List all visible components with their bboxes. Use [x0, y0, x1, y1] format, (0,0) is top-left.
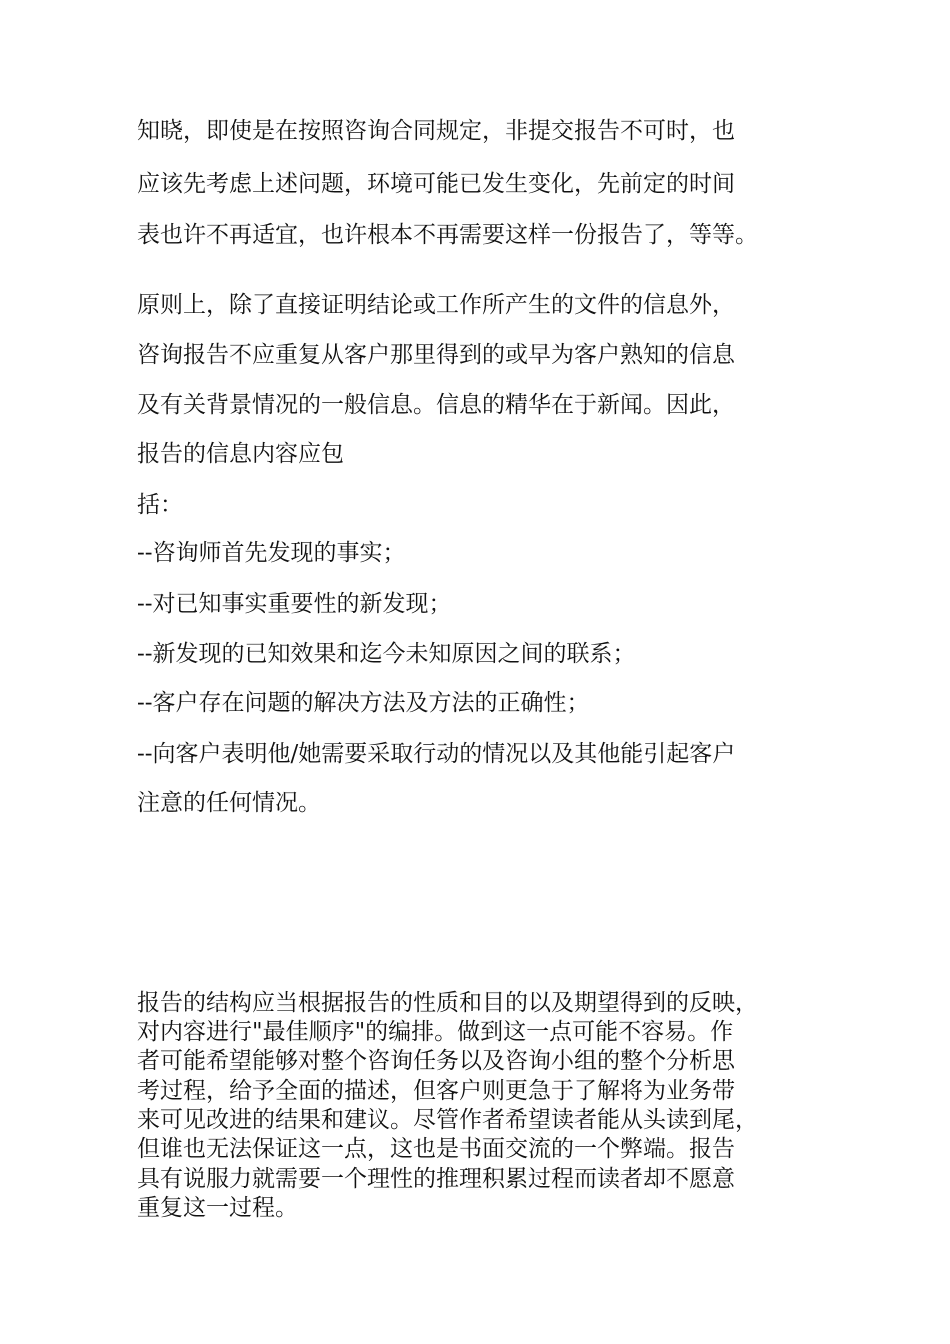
text-line: 及有关背景情况的一般信息。信息的精华在于新闻。因此， — [137, 392, 735, 418]
text-line: 咨询报告不应重复从客户那里得到的或早为客户熟知的信息 — [137, 342, 735, 368]
text-line: 但谁也无法保证这一点，这也是书面交流的一个弊端。报告 — [137, 1136, 735, 1162]
text-line: 报告的结构应当根据报告的性质和目的以及期望得到的反映， — [137, 990, 758, 1016]
text-line: 报告的信息内容应包 — [137, 441, 344, 467]
text-line: 知晓，即使是在按照咨询合同规定，非提交报告不可时，也 — [137, 118, 735, 144]
text-line: 原则上，除了直接证明结论或工作所产生的文件的信息外， — [137, 292, 735, 318]
text-line: 注意的任何情况。 — [137, 790, 321, 816]
text-line: 对内容进行"最佳顺序"的编排。做到这一点可能不容易。作 — [137, 1019, 734, 1045]
text-line: 具有说服力就需要一个理性的推理积累过程而读者却不愿意 — [137, 1166, 735, 1192]
list-item: --咨询师首先发现的事实； — [137, 540, 406, 566]
list-item: --向客户表明他/她需要采取行动的情况以及其他能引起客户 — [137, 741, 736, 767]
text-line: 考过程，给予全面的描述，但客户则更急于了解将为业务带 — [137, 1078, 735, 1104]
list-item: --对已知事实重要性的新发现； — [137, 591, 452, 617]
text-line: 表也许不再适宜，也许根本不再需要这样一份报告了，等等。 — [137, 222, 758, 248]
list-item: --新发现的已知效果和迄今未知原因之间的联系； — [137, 641, 636, 667]
text-line: 来可见改进的结果和建议。尽管作者希望读者能从头读到尾， — [137, 1107, 758, 1133]
text-line: 括： — [137, 492, 183, 518]
text-line: 者可能希望能够对整个咨询任务以及咨询小组的整个分析思 — [137, 1048, 735, 1074]
text-line: 重复这一过程。 — [137, 1195, 298, 1221]
list-item: --客户存在问题的解决方法及方法的正确性； — [137, 690, 590, 716]
text-line: 应该先考虑上述问题，环境可能已发生变化，先前定的时间 — [137, 171, 735, 197]
